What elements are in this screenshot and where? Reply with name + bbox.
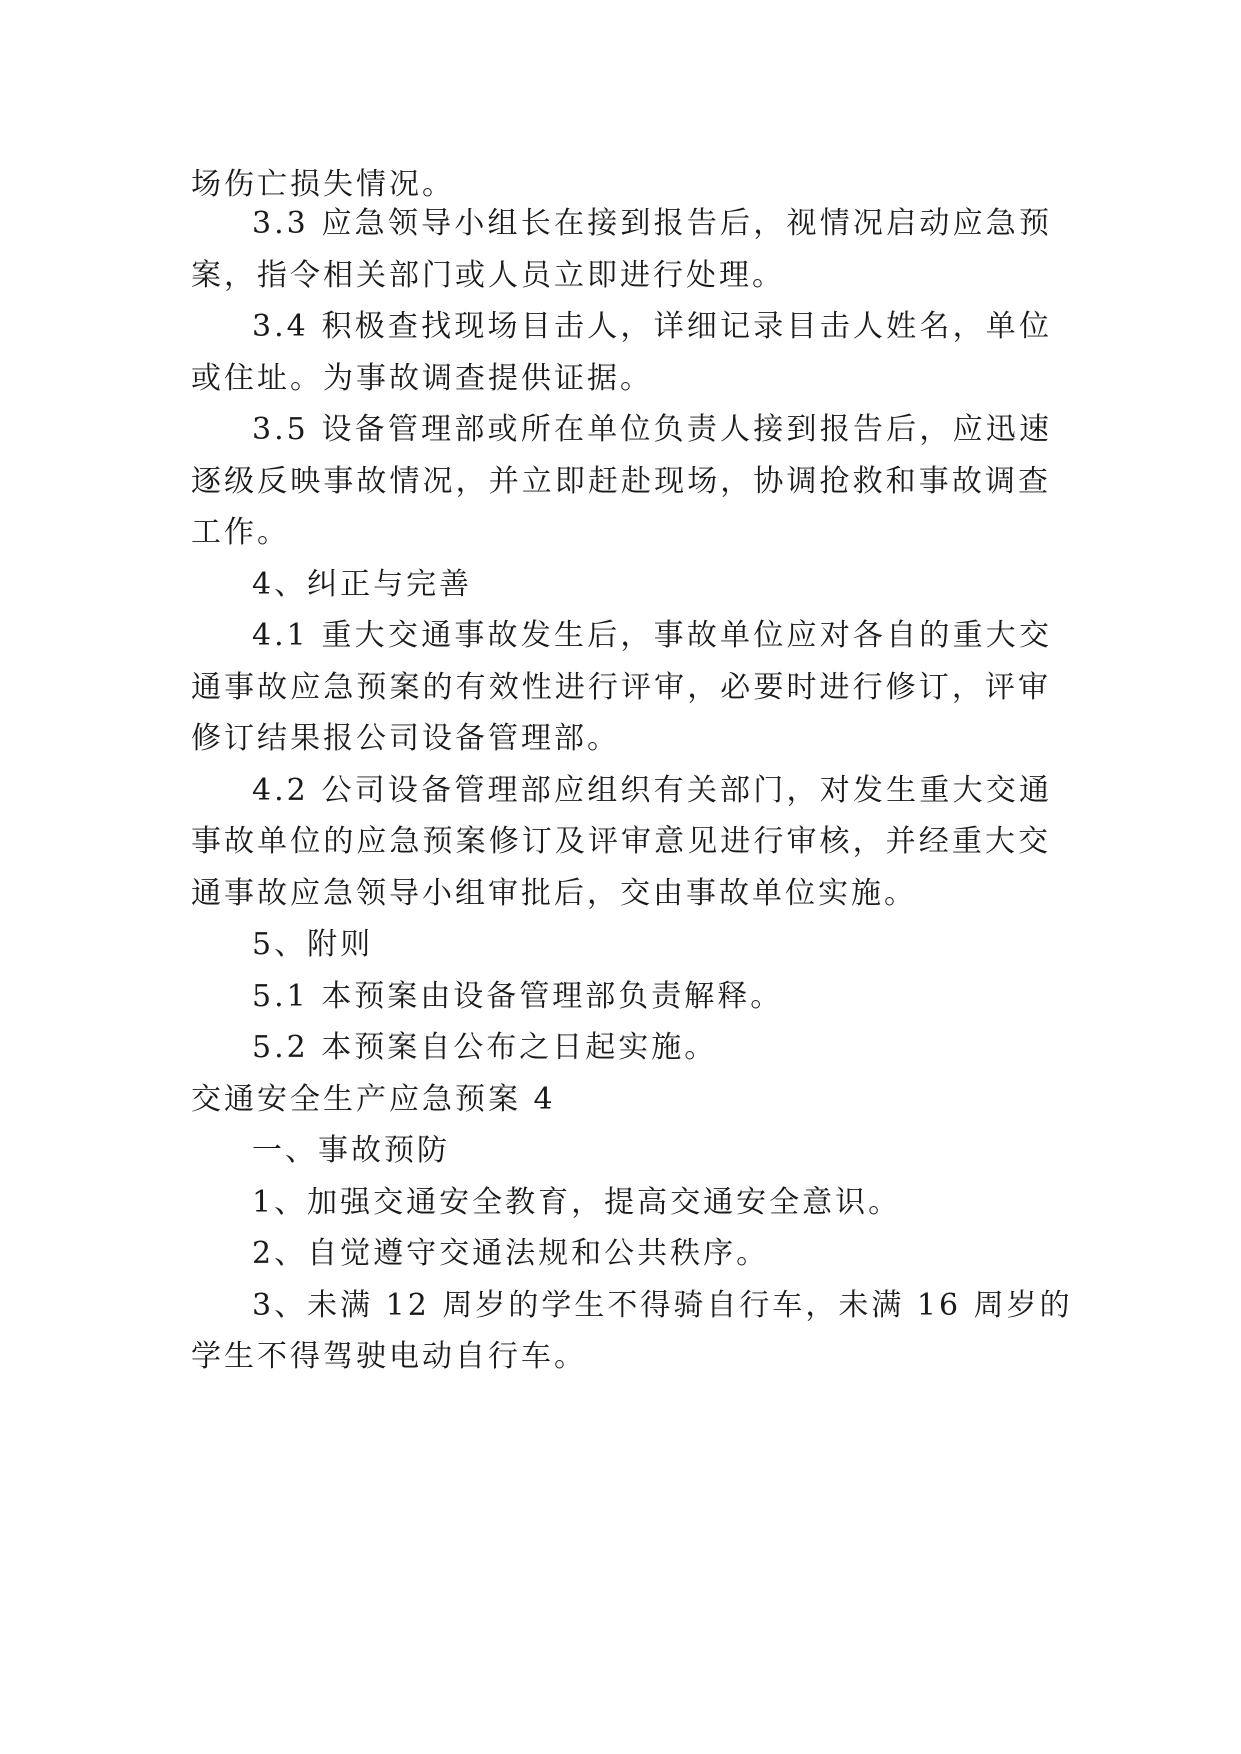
paragraph-line: 1、加强交通安全教育，提高交通安全意识。 (252, 1185, 902, 1220)
paragraph-line: 3.3 应急领导小组长在接到报告后，视情况启动应急预 (252, 206, 1052, 241)
paragraph-line: 通事故应急预案的有效性进行评审，必要时进行修订，评审 (191, 670, 1051, 705)
paragraph-line: 2、自觉遵守交通法规和公共秩序。 (252, 1236, 770, 1271)
paragraph-line: 5.2 本预案自公布之日起实施。 (252, 1030, 718, 1065)
paragraph-line: 案，指令相关部门或人员立即进行处理。 (191, 258, 785, 293)
paragraph-line: 4.2 公司设备管理部应组织有关部门，对发生重大交通 (252, 773, 1052, 808)
paragraph-line: 3、未满 12 周岁的学生不得骑自行车，未满 16 周岁的 (252, 1288, 1073, 1323)
section-heading: 4、纠正与完善 (252, 567, 473, 602)
paragraph-line: 场伤亡损失情况。 (191, 167, 455, 202)
paragraph-line: 或住址。为事故调查提供证据。 (191, 361, 653, 396)
paragraph-line: 5.1 本预案由设备管理部负责解释。 (252, 979, 784, 1014)
paragraph-line: 学生不得驾驶电动自行车。 (191, 1339, 587, 1374)
paragraph-line: 逐级反映事故情况，并立即赶赴现场，协调抢救和事故调查 (191, 464, 1051, 499)
section-heading: 5、附则 (252, 927, 374, 962)
paragraph-line: 4.1 重大交通事故发生后，事故单位应对各自的重大交 (252, 618, 1052, 653)
paragraph-line: 工作。 (191, 515, 290, 550)
document-title: 交通安全生产应急预案 4 (191, 1082, 556, 1117)
paragraph-line: 3.5 设备管理部或所在单位负责人接到报告后，应迅速 (252, 412, 1052, 447)
section-heading: 一、事故预防 (252, 1133, 450, 1168)
paragraph-line: 3.4 积极查找现场目击人，详细记录目击人姓名，单位 (252, 309, 1052, 344)
paragraph-line: 修订结果报公司设备管理部。 (191, 721, 620, 756)
paragraph-line: 事故单位的应急预案修订及评审意见进行审核，并经重大交 (191, 824, 1051, 859)
paragraph-line: 通事故应急领导小组审批后，交由事故单位实施。 (191, 876, 917, 911)
